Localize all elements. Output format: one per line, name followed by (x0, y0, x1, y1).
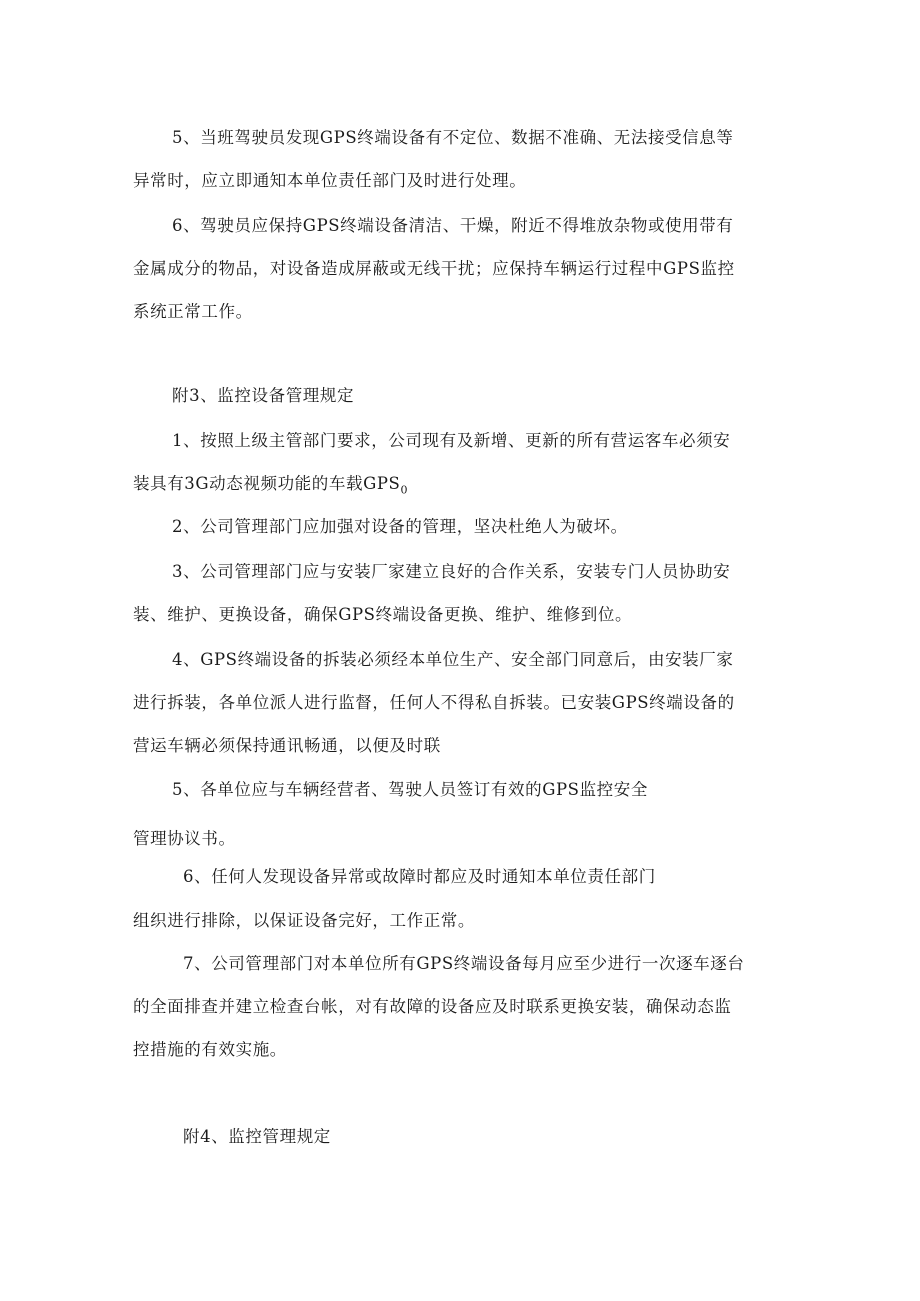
paragraph-line: 控措施的有效实施。 (133, 1040, 287, 1059)
paragraph-line: 3、公司管理部门应与安装厂家建立良好的合作关系，安装专门人员协助安 (172, 562, 731, 581)
paragraph-line: 装、维护、更换设备，确保GPS终端设备更换、维护、维修到位。 (133, 605, 633, 624)
paragraph-line: 进行拆装，各单位派人进行监督，任何人不得私自拆装。已安装GPS终端设备的 (133, 693, 735, 712)
paragraph-line: 6、任何人发现设备异常或故障时都应及时通知本单位责任部门 (183, 867, 656, 886)
paragraph-line: 异常时，应立即通知本单位责任部门及时进行处理。 (133, 171, 527, 190)
paragraph-line: 7、公司管理部门对本单位所有GPS终端设备每月应至少进行一次逐车逐台 (183, 954, 745, 973)
paragraph-line: 系统正常工作。 (133, 302, 253, 321)
paragraph-line: 营运车辆必须保持通讯畅通，以便及时联 (133, 736, 441, 755)
paragraph-line: 4、GPS终端设备的拆装必须经本单位生产、安全部门同意后，由安装厂家 (172, 650, 734, 669)
paragraph-line: 5、当班驾驶员发现GPS终端设备有不定位、数据不准确、无法接受信息等 (172, 128, 734, 147)
paragraph-line: 管理协议书。 (133, 829, 236, 848)
paragraph-text: 装具有3G动态视频功能的车载GPS (133, 474, 401, 493)
section-heading: 附4、监控管理规定 (183, 1127, 331, 1146)
section-heading: 附3、监控设备管理规定 (172, 386, 355, 405)
subscript-text: 0 (400, 483, 409, 497)
paragraph-line: 6、驾驶员应保持GPS终端设备清洁、干燥，附近不得堆放杂物或使用带有 (172, 216, 734, 235)
paragraph-line: 组织进行排除，以保证设备完好，工作正常。 (133, 911, 475, 930)
paragraph-line: 2、公司管理部门应加强对设备的管理，坚决杜绝人为破坏。 (172, 517, 628, 536)
paragraph-line: 5、各单位应与车辆经营者、驾驶人员签订有效的GPS监控安全 (172, 780, 648, 799)
paragraph-line: 金属成分的物品，对设备造成屏蔽或无线干扰；应保持车辆运行过程中GPS监控 (133, 259, 735, 278)
paragraph-line (133, 473, 408, 501)
paragraph-line: 的全面排查并建立检查台帐，对有故障的设备应及时联系更换安装，确保动态监 (133, 997, 732, 1016)
paragraph-line: 1、按照上级主管部门要求，公司现有及新增、更新的所有营运客车必须安 (172, 431, 731, 450)
